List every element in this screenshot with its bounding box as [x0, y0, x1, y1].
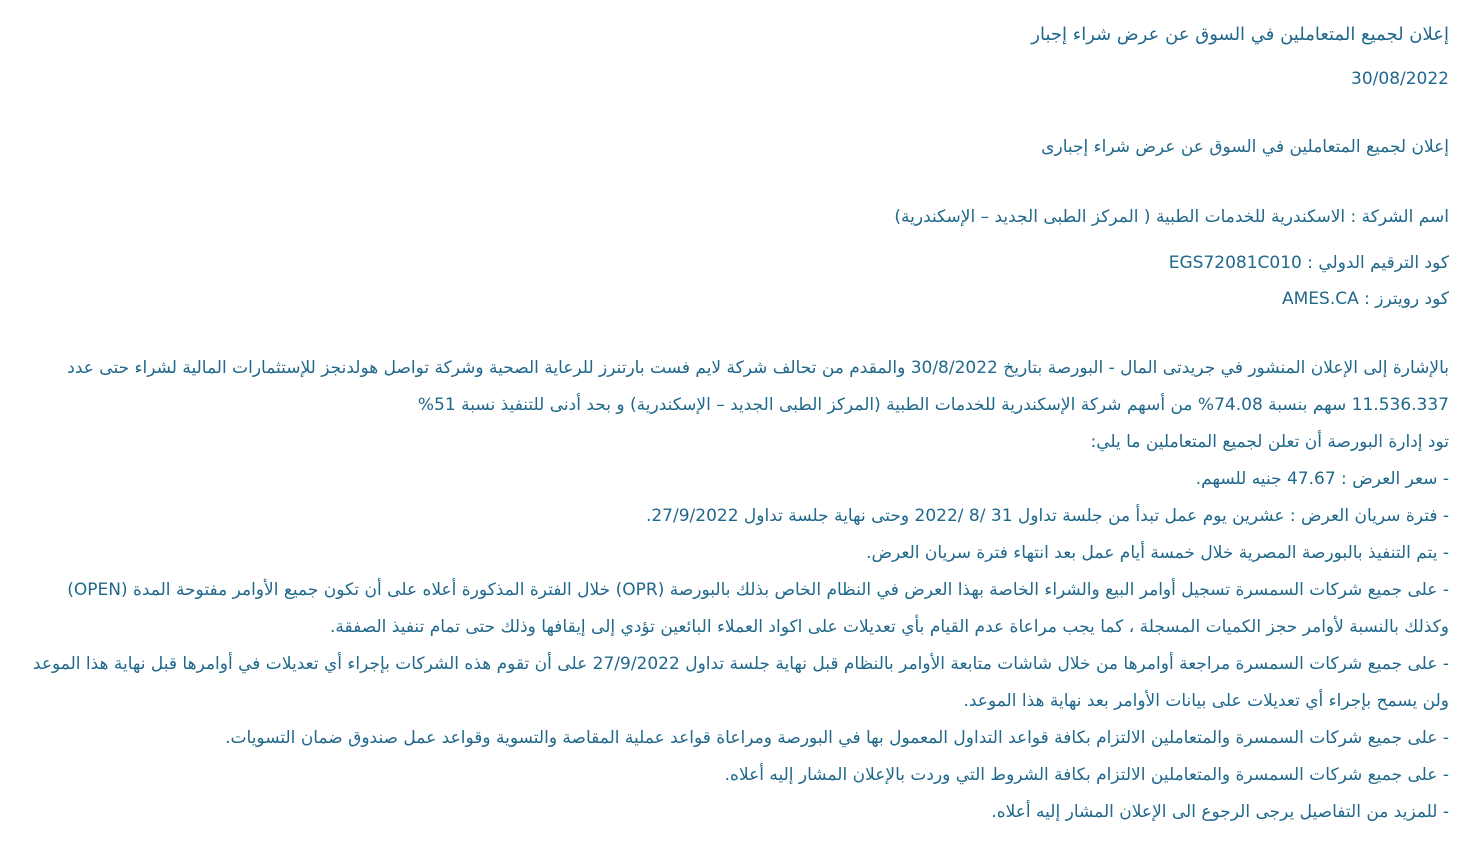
terms-item-order-registration: - على جميع شركات السمسرة تسجيل أوامر البيع والشراء الخاصة بهذا العرض في النظام الخاص بذلك بالبورصة (OPR) خلال الفترة المذكورة أعلاه على أن تكون جميع الأوامر مفتوحة المدة (OPEN) وكذلك بالنسبة لأوامر حجز الكميات المسجلة ، كما يجب مراعاة عدم القيام بأي تعديلات على اكواد العملاء البائعين تؤدي إلى إيقافها وذلك حتى تمام تنفيذ الصفقة.	[67, 580, 1449, 637]
isin-code-line: كود الترقيم الدولي : EGS72081C010	[1168, 253, 1449, 273]
terms-item-more-details: - للمزيد من التفاصيل يرجى الرجوع الى الإعلان المشار إليه أعلاه.	[991, 802, 1449, 822]
announcement-body	[26, 350, 1449, 831]
intro-paragraph: بالإشارة إلى الإعلان المنشور في جريدتى المال - البورصة بتاريخ 30/8/2022 والمقدم من تحالف شركة لايم فست بارتنرز للرعاية الصحية وشركة تواصل هولدنجز للإستثمارات المالية لشراء حتى عدد 11.536.337 سهم بنسبة 74.08% من أسهم شركة الإسكندرية للخدمات الطبية (المركز الطبى الجديد – الإسكندرية) و بحد أدنى للتنفيذ نسبة 51%	[67, 358, 1449, 415]
document-title: إعلان لجميع المتعاملين في السوق عن عرض شراء إجبار	[1031, 24, 1449, 45]
terms-item-trading-rules: - على جميع شركات السمسرة والمتعاملين الالتزام بكافة قواعد التداول المعمول بها في البورصة ومراعاة قواعد عملية المقاصة والتسوية وقواعد عمل صندوق ضمان التسويات.	[225, 728, 1449, 748]
announcement-subtitle: إعلان لجميع المتعاملين في السوق عن عرض شراء إجبارى	[1041, 137, 1449, 157]
terms-item-execution: - يتم التنفيذ بالبورصة المصرية خلال خمسة أيام عمل بعد انتهاء فترة سريان العرض.	[866, 543, 1449, 563]
reuters-code-line: كود رويترز : AMES.CA	[1282, 289, 1449, 309]
terms-item-offer-period: - فترة سريان العرض : عشرين يوم عمل تبدأ من جلسة تداول 31 /8 /2022 وحتى نهاية جلسة تداول 27/9/2022.	[645, 506, 1449, 526]
terms-item-order-review: - على جميع شركات السمسرة مراجعة أوامرها من خلال شاشات متابعة الأوامر بالنظام قبل نهاية جلسة تداول 27/9/2022 على أن تقوم هذه الشركات بإجراء أي تعديلات في أوامرها قبل نهاية هذا الموعد ولن يسمح بإجراء أي تعديلات على بيانات الأوامر بعد نهاية هذا الموعد.	[32, 654, 1449, 711]
terms-item-conditions-compliance: - على جميع شركات السمسرة والمتعاملين الالتزام بكافة الشروط التي وردت بالإعلان المشار إليه أعلاه.	[724, 765, 1449, 785]
terms-item-offer-price: - سعر العرض : 47.67 جنيه للسهم.	[1195, 469, 1449, 489]
exchange-announcement-lead: تود إدارة البورصة أن تعلن لجميع المتعاملين ما يلي:	[1090, 432, 1449, 452]
announcement-date: 30/08/2022	[1351, 69, 1449, 89]
company-name-line: اسم الشركة : الاسكندرية للخدمات الطبية ( المركز الطبى الجديد – الإسكندرية)	[894, 207, 1449, 227]
